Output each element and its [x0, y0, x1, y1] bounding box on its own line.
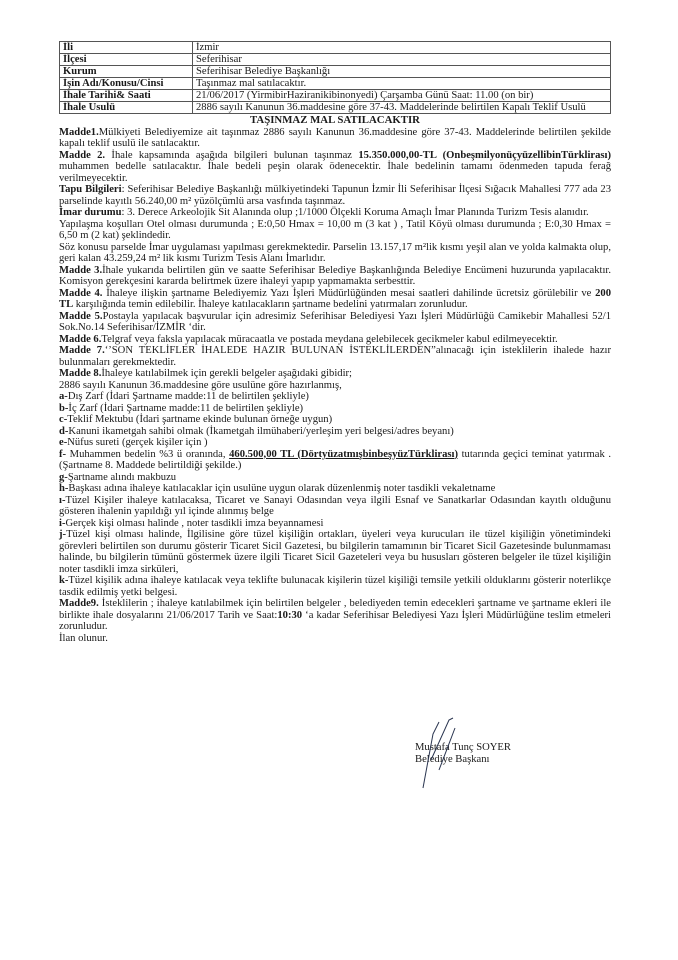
- info-label: İşin Adı/Konusu/Cinsi: [60, 78, 193, 90]
- signature-block: [415, 742, 511, 766]
- madde-5: Madde 5.Postayla yapılacak başvurular için adresimiz Seferihisar Belediyesi Yazı İşleri Müdürlüğü Camikebir Mahallesi 52/1 Sok.No.14 Seferihisar/İZMİR ‘dir.: [59, 310, 612, 333]
- belge-f: f- Muhammen bedelin %3 ü oranında, 460.500,00 TL (DörtyüzatmışbinbeşyüzTürklirası) tutarında geçici teminat yatırmak . (Şartname 8. Maddede belirtildiği şekilde.): [59, 448, 611, 471]
- madde-4: Madde 4. İhaleye ilişkin şartname Belediyemiz Yazı İşleri Müdürlüğünden mesai saatleri dahilinde ücretsiz görülebilir ve 200 TL karşılığında temin edilebilir. İhaleye katılacakların şartname bedelini yatırmaları zorunludur.: [59, 287, 612, 310]
- tender-info-table: [59, 41, 611, 114]
- info-row: [60, 66, 611, 78]
- info-label: İli: [60, 42, 193, 54]
- ilan-olunur: İlan olunur.: [59, 632, 108, 644]
- madde-2: Madde 2. İhale kapsamında aşağıda bilgileri bulunan taşınmaz 15.350.000,00-TL (OnbeşmilyonüçyüzellibinTürklirası) muhammen bedelle satılacaktır. İhale bedeli peşin olarak ödenecektir. İhale bedelinin tamamı ödenmeden tapuda ferağ verilmeyecektir.: [59, 149, 612, 184]
- signatory-name: Mustafa Tunç SOYER: [415, 742, 511, 753]
- document-item: e-Nüfus sureti (gerçek kişiler için ): [59, 437, 208, 448]
- document-item: g-Şartname alındı makbuzu: [59, 471, 177, 483]
- info-value: 2886 sayılı Kanunun 36.maddesine göre 37-43. Maddelerinde belirtilen Kapalı Teklif Usulü: [193, 102, 611, 114]
- document-item: b-İç Zarf (İdari Şartname madde:11 de belirtilen şekliyle): [59, 402, 304, 414]
- signature-scribble-icon: [409, 714, 469, 794]
- guarantee-amount: 460.500,00 TL (DörtyüzatmışbinbeşyüzTürklirası): [229, 448, 459, 460]
- info-value: İzmir: [193, 42, 611, 54]
- tapu-bilgileri: Tapu Bilgileri: Seferihisar Belediye Başkanlığı mülkiyetindeki Tapunun İzmir İli Seferihisar İlçesi Sığacık Mahallesi 777 ada 23 parselinde kayıtlı 56.240,00 m² yüzölçümlü arsa vasfında taşınmaz.: [59, 184, 611, 207]
- info-label: İlçesi: [60, 54, 193, 66]
- document-item: h-Başkası adına ihaleye katılacaklar için usulüne uygun olarak düzenlenmiş noter tasdikli vekaletname: [59, 483, 496, 494]
- madde-8-intro: 2886 sayılı Kanunun 36.maddesine göre usulüne göre hazırlanmış,: [59, 379, 342, 391]
- required-documents-list-2: [59, 472, 611, 599]
- madde-9: Madde9. İsteklilerin ; ihaleye katılabilmek için belirtilen belgeler , belediyeden temin edecekleri şartname ve şartname ekleri ile birlikte ihale dosyalarını 21/06/2017 Tarih ve Saat:10:30 ‘a kadar Seferihisar Belediyesi Yazı İşleri Müdürlüğüne teslim etmeleri zorunludur.: [59, 598, 611, 632]
- info-value: Taşınmaz mal satılacaktır.: [193, 78, 611, 90]
- madde-7: Madde 7.‘’SON TEKLİFLER İHALEDE HAZIR BULUNAN İSTEKLİLERDEN”alınacağı için isteklilerin ihalede hazır bulunmaları gerekmektedir.: [59, 345, 612, 368]
- specification-fee: 200 TL: [59, 287, 612, 310]
- madde-1: Madde1.Mülkiyeti Belediyemize ait taşınmaz 2886 sayılı Kanunun 36.maddesine göre 37-43. Maddelerinde belirtilen şekilde kapalı teklif usulü ile satılacaktır.: [59, 126, 611, 149]
- info-value: 21/06/2017 (YirmibirHaziranikibinonyedi) Çarşamba Günü Saat: 11.00 (on bir): [193, 90, 611, 102]
- info-row: [60, 78, 611, 90]
- madde-8: Madde 8.İhaleye katılabilmek için gerekli belgeler aşağıdaki gibidir;: [59, 368, 352, 379]
- yapilasma-kosullari: Yapılaşma koşulları Otel olması durumunda ; E:0,50 Hmax = 10,00 m (3 kat ) , Tatil Köyü olması durumunda ; E:0,30 Hmax = 6,50 m (2 kat) şeklindedir.: [59, 218, 611, 241]
- document-item: c-Teklif Mektubu (İdari şartname ekinde bulunan örneğe uygun): [59, 414, 333, 425]
- document-item: k-Tüzel kişilik adına ihaleye katılacak veya teklifte bulunacak kişilerin tüzel kişiliği temsile yetkili olduklarını gösterir noterlikçe tasdik edilmiş yetki belgesi.: [59, 575, 611, 598]
- info-row: [60, 102, 611, 114]
- signatory-title: Belediye Başkanı: [415, 754, 490, 765]
- info-value: Seferihisar: [193, 54, 611, 66]
- estimated-price: 15.350.000,00-TL (OnbeşmilyonüçyüzellibinTürklirası): [358, 149, 612, 161]
- info-row: [60, 54, 611, 66]
- document-item: i-Gerçek kişi olması halinde , noter tasdikli imza beyannamesi: [59, 517, 324, 529]
- info-row: [60, 42, 611, 54]
- info-row: [60, 90, 611, 102]
- info-label: İhale Tarihi& Saati: [60, 90, 193, 102]
- document-item: j-Tüzel kişi olması halinde, İlgilisine göre tüzel kişiliğin ortakları, üyeleri veya kurucuları ile tüzel kişiliğin yönetimindeki görevleri belirtilen son durumu gösterir Ticaret Sicil Gazetesi, bu bilgilerin tamamının bir Ticaret Sicil Gazetesinde bulunmaması halinde, bu bilgilerin tümünü göstermek üzere ilgili Ticaret Sicil Gazeteleri veya bu hususları gösteren belgeler ile tüzel kişiliğin noter tasdikli imza sirküleri,: [59, 529, 611, 575]
- info-value: Seferihisar Belediye Başkanlığı: [193, 66, 611, 78]
- info-label: İhale Usulü: [60, 102, 193, 114]
- document-title: TAŞINMAZ MAL SATILACAKTIR: [250, 114, 420, 126]
- document-page: [59, 0, 611, 644]
- required-documents-list: [59, 391, 611, 449]
- document-item: ı-Tüzel Kişiler ihaleye katılacaksa, Ticaret ve Sanayi Odasından veya ilgili Esnaf ve Sanatkarlar Odasından kayıtlı olduğunu gösteren ihalenin yapıldığı yıl içinde alınmış belge: [59, 494, 611, 517]
- madde-3: Madde 3.İhale yukarıda belirtilen gün ve saatte Seferihisar Belediye Başkanlığında Belediye Encümeni huzurunda yapılacaktır. Komisyon gerekçesini kararda belirtmek üzere ihaleyi yapıp yapmamakta serbesttir.: [59, 264, 612, 287]
- imar-durumu: İmar durumu: 3. Derece Arkeolojik Sit Alanında olup ;1/1000 Ölçekli Koruma Amaçlı İmar Planında Turizm Tesis alanıdır.: [59, 207, 589, 218]
- document-item: a-Dış Zarf (İdari Şartname madde:11 de belirtilen şekliyle): [59, 391, 309, 402]
- madde-6: Madde 6.Telgraf veya faksla yapılacak müracaatla ve postada meydana gelebilecek gecikmeler kabul edilmeyecektir.: [59, 333, 558, 345]
- soz-konusu-parsel: Söz konusu parselde İmar uygulaması yapılması gerekmektedir. Parselin 13.157,17 m²lik kısmı yeşil alan ve yolda kalmakta olup, geri kalan 43.259,24 m² lik kısmı Turizm Tesis Alanı İmarlıdır.: [59, 241, 611, 264]
- info-label: Kurum: [60, 66, 193, 78]
- document-item: d-Kanuni ikametgah sahibi olmak (İkametgah ilmühaberi/yerleşim yeri belgesi/adres beyanı): [59, 425, 454, 437]
